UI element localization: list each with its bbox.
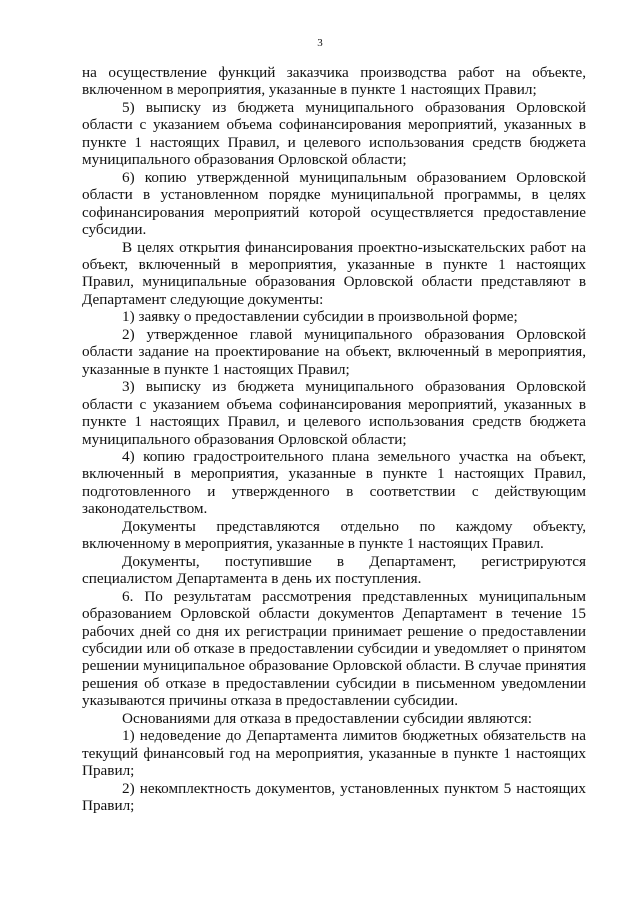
paragraph-refusal-item-1: 1) недоведение до Департамента лимитов бюджетных обязательств на текущий финансовый год на мероприятия, указанные в пункте 1 настоящих Правил; xyxy=(82,727,586,780)
document-body xyxy=(82,64,586,814)
paragraph-list-item-3: 3) выписку из бюджета муниципального образования Орловской области с указанием объема софинансирования мероприятий, указанных в пункте 1 настоящих Правил, и целевого использования средств бюджета муниципального образования Орловской области; xyxy=(82,378,586,448)
paragraph-refusal-item-2: 2) некомплектность документов, установленных пунктом 5 настоящих Правил; xyxy=(82,779,586,815)
paragraph-item-6: 6) копию утвержденной муниципальным образованием Орловской области в установленном порядке муниципальной программы, в целях софинансирования мероприятий которой осуществляется предоставление субсидии. xyxy=(82,168,586,239)
paragraph-list-item-2: 2) утвержденное главой муниципального образования Орловской области задание на проектирование на объект, включенный в мероприятия, указанные в пункте 1 настоящих Правил; xyxy=(82,325,586,378)
paragraph-list-item-1: 1) заявку о предоставлении субсидии в произвольной форме; xyxy=(122,308,518,326)
paragraph-continuation: на осуществление функций заказчика производства работ на объекте, включенном в мероприятия, указанные в пункте 1 настоящих Правил; xyxy=(82,64,586,99)
page-number: 3 xyxy=(317,37,323,49)
paragraph-refusal-grounds: Основаниями для отказа в предоставлении субсидии являются: xyxy=(122,709,532,727)
paragraph-documents-per-object: Документы представляются отдельно по каждому объекту, включенному в мероприятия, указанные в пункте 1 настоящих Правил. xyxy=(82,517,586,553)
paragraph-list-item-4: 4) копию градостроительного плана земельного участка на объект, включенный в мероприятия, указанные в пункте 1 настоящих Правил, подготовленного и утвержденного в соответствии с действующим законодательством. xyxy=(82,447,586,518)
paragraph-item-5: 5) выписку из бюджета муниципального образования Орловской области с указанием объема софинансирования мероприятий, указанных в пункте 1 настоящих Правил, и целевого использования средств бюджета муниципального образования Орловской области; xyxy=(82,98,586,169)
paragraph-section-6: 6. По результатам рассмотрения представленных муниципальным образованием Орловской области документов Департамент в течение 15 рабочих дней со дня их регистрации принимает решение о предоставлении субсидии или об отказе в предоставлении субсидии и уведомляет о принятом решении муниципальное образование Орловской области. В случае принятия решения об отказе в предоставлении субсидии в письменном уведомлении указываются причины отказа в предоставлении субсидии. xyxy=(82,587,586,710)
paragraph-documents-registration: Документы, поступившие в Департамент, регистрируются специалистом Департамента в день их поступления. xyxy=(82,552,586,588)
paragraph-design-works-intro: В целях открытия финансирования проектно-изыскательских работ на объект, включенный в мероприятия, указанные в пункте 1 настоящих Правил, муниципальные образования Орловской области представляют в Департамент следующие документы: xyxy=(82,238,586,308)
